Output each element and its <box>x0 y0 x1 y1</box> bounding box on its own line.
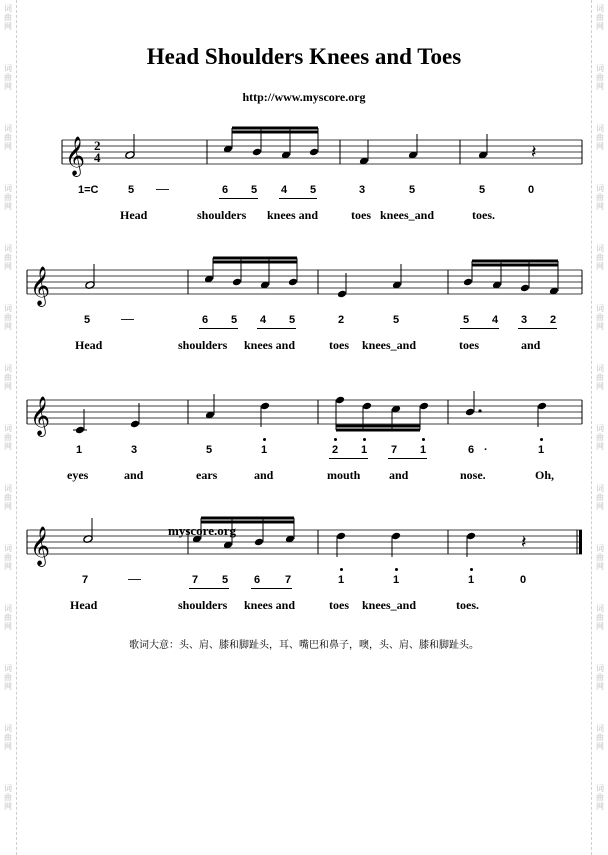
time-signature-top: 2 <box>94 138 101 153</box>
jianpu-note: 1 <box>76 444 83 456</box>
margin-watermark: 词 曲 网 <box>4 124 12 151</box>
eighth-underline <box>251 588 292 589</box>
jianpu-dash: — <box>121 311 134 326</box>
margin-watermark: 词 曲 网 <box>4 4 12 31</box>
margin-watermark: 词 曲 网 <box>596 4 604 31</box>
jianpu-note: 4 <box>281 184 288 196</box>
lyric-word: Oh, <box>535 468 555 482</box>
octave-dot <box>540 438 543 441</box>
jianpu-note: 5 <box>84 314 91 326</box>
eighth-underline <box>388 458 427 459</box>
margin-watermark: 词 曲 网 <box>4 544 12 571</box>
quarter-rest: 𝄽 <box>521 532 527 553</box>
jianpu-note: 5 <box>289 314 296 326</box>
jianpu-note: 5 <box>251 184 258 196</box>
lyric-word: knees_and <box>380 208 435 222</box>
lyric-word: knees_and <box>362 338 417 352</box>
margin-watermark: 词 曲 网 <box>596 364 604 391</box>
octave-dot <box>422 438 425 441</box>
quarter-rest: 𝄽 <box>531 142 537 163</box>
eighth-underline <box>257 328 296 329</box>
jianpu-note: 0 <box>520 574 527 586</box>
jianpu-note: 5 <box>310 184 317 196</box>
jianpu-note: 5 <box>206 444 213 456</box>
lyric-word: and <box>124 468 144 482</box>
lyric-word: ears <box>196 468 218 482</box>
jianpu-note: 1 <box>393 574 400 586</box>
margin-watermark: 词 曲 网 <box>4 604 12 631</box>
margin-watermark: 词 曲 网 <box>596 724 604 751</box>
margin-watermark: 词 曲 网 <box>4 724 12 751</box>
octave-dot <box>470 568 473 571</box>
lyric-word: knees and <box>244 598 296 612</box>
jianpu-note: 2 <box>550 314 557 326</box>
lyric-word: knees and <box>244 338 296 352</box>
jianpu-note: 3 <box>131 444 138 456</box>
lyric-word: mouth <box>327 468 361 482</box>
eighth-underline <box>518 328 557 329</box>
margin-watermark: 词 曲 网 <box>4 64 12 91</box>
treble-clef: 𝄞 <box>30 526 51 566</box>
key-signature: 1=C <box>78 184 99 196</box>
margin-watermark: 词 曲 网 <box>596 64 604 91</box>
eighth-underline <box>460 328 499 329</box>
lyric-word: knees and <box>267 208 319 222</box>
lyric-word: toes. <box>456 598 479 612</box>
margin-watermark: 词 曲 网 <box>596 424 604 451</box>
final-barline-thick <box>579 530 582 554</box>
lyric-word: eyes <box>67 468 89 482</box>
margin-watermark: 词 曲 网 <box>596 604 604 631</box>
eighth-underline <box>329 458 368 459</box>
margin-watermark: 词 曲 网 <box>4 364 12 391</box>
jianpu-note: 4 <box>492 314 499 326</box>
jianpu-note: 4 <box>260 314 267 326</box>
jianpu-note: 6 <box>222 184 229 196</box>
margin-watermark: 词 曲 网 <box>596 484 604 511</box>
eighth-underline <box>279 198 317 199</box>
jianpu-note: 1 <box>261 444 268 456</box>
jianpu-note: 6 <box>468 444 475 456</box>
jianpu-dash: — <box>156 181 169 196</box>
margin-watermark: 词 曲 网 <box>596 124 604 151</box>
octave-dot <box>395 568 398 571</box>
margin-watermark: 词 曲 网 <box>596 784 604 811</box>
jianpu-note: 5 <box>409 184 416 196</box>
octave-dot <box>340 568 343 571</box>
lyric-word: shoulders <box>178 598 228 612</box>
margin-watermark: 词 曲 网 <box>4 244 12 271</box>
margin-watermark: 词 曲 网 <box>4 784 12 811</box>
lyric-word: toes <box>459 338 479 352</box>
eighth-underline <box>189 588 229 589</box>
margin-watermark: 词 曲 网 <box>4 424 12 451</box>
source-url[interactable]: http://www.myscore.org <box>242 90 366 104</box>
lyric-word: nose. <box>460 468 486 482</box>
margin-watermark: 词 曲 网 <box>4 664 12 691</box>
treble-clef: 𝄞 <box>30 396 51 436</box>
lyric-word: Head <box>120 208 148 222</box>
jianpu-note: 0 <box>528 184 535 196</box>
jianpu-note: 5 <box>222 574 229 586</box>
lyric-word: toes <box>329 598 349 612</box>
jianpu-note: 7 <box>285 574 292 586</box>
octave-dot <box>263 438 266 441</box>
watermark-text: myscore.org <box>168 523 236 538</box>
jianpu-note: 1 <box>468 574 475 586</box>
lyric-word: shoulders <box>197 208 247 222</box>
jianpu-note: 1 <box>338 574 345 586</box>
lyric-word: Head <box>70 598 98 612</box>
jianpu-note: 6 <box>254 574 261 586</box>
margin-watermark: 词 曲 网 <box>596 184 604 211</box>
octave-dot <box>363 438 366 441</box>
lyric-word: shoulders <box>178 338 228 352</box>
lyric-word: toes. <box>472 208 495 222</box>
jianpu-note: 7 <box>192 574 199 586</box>
jianpu-note: 1 <box>538 444 545 456</box>
jianpu-note: 2 <box>332 444 339 456</box>
jianpu-note: 1 <box>361 444 368 456</box>
jianpu-note: 5 <box>393 314 400 326</box>
eighth-underline <box>199 328 238 329</box>
jianpu-note: 5 <box>479 184 486 196</box>
jianpu-note: 1 <box>420 444 427 456</box>
jianpu-note: 3 <box>359 184 366 196</box>
lyric-word: and <box>521 338 541 352</box>
treble-clef: 𝄞 <box>30 266 51 306</box>
jianpu-dash: — <box>128 571 141 586</box>
margin-watermark: 词 曲 网 <box>596 244 604 271</box>
lyric-word: toes <box>351 208 371 222</box>
treble-clef: 𝄞 <box>65 136 86 176</box>
margin-watermark: 词 曲 网 <box>596 664 604 691</box>
jianpu-note: 6 <box>202 314 209 326</box>
jianpu-note: 5 <box>231 314 238 326</box>
octave-dot <box>334 438 337 441</box>
lyric-word: Head <box>75 338 103 352</box>
jianpu-note: · <box>484 444 488 456</box>
lyrics-translation: 歌词大意：头、肩、膝和脚趾头，耳、嘴巴和鼻子，噢，头、肩、膝和脚趾头。 <box>129 640 479 651</box>
margin-watermark: 词 曲 网 <box>596 304 604 331</box>
jianpu-note: 7 <box>82 574 89 586</box>
augmentation-dot <box>478 409 481 412</box>
song-title: Head Shoulders Knees and Toes <box>146 44 462 69</box>
lyric-word: knees_and <box>362 598 417 612</box>
margin-watermark: 词 曲 网 <box>4 484 12 511</box>
margin-watermark: 词 曲 网 <box>4 184 12 211</box>
eighth-underline <box>219 198 258 199</box>
margin-watermark: 词 曲 网 <box>596 544 604 571</box>
lyric-word: and <box>389 468 409 482</box>
time-signature-bottom: 4 <box>94 150 101 165</box>
lyric-word: and <box>254 468 274 482</box>
jianpu-note: 5 <box>128 184 135 196</box>
margin-watermark: 词 曲 网 <box>4 304 12 331</box>
jianpu-note: 3 <box>521 314 528 326</box>
jianpu-note: 5 <box>463 314 470 326</box>
jianpu-note: 2 <box>338 314 345 326</box>
lyric-word: toes <box>329 338 349 352</box>
jianpu-note: 7 <box>391 444 398 456</box>
